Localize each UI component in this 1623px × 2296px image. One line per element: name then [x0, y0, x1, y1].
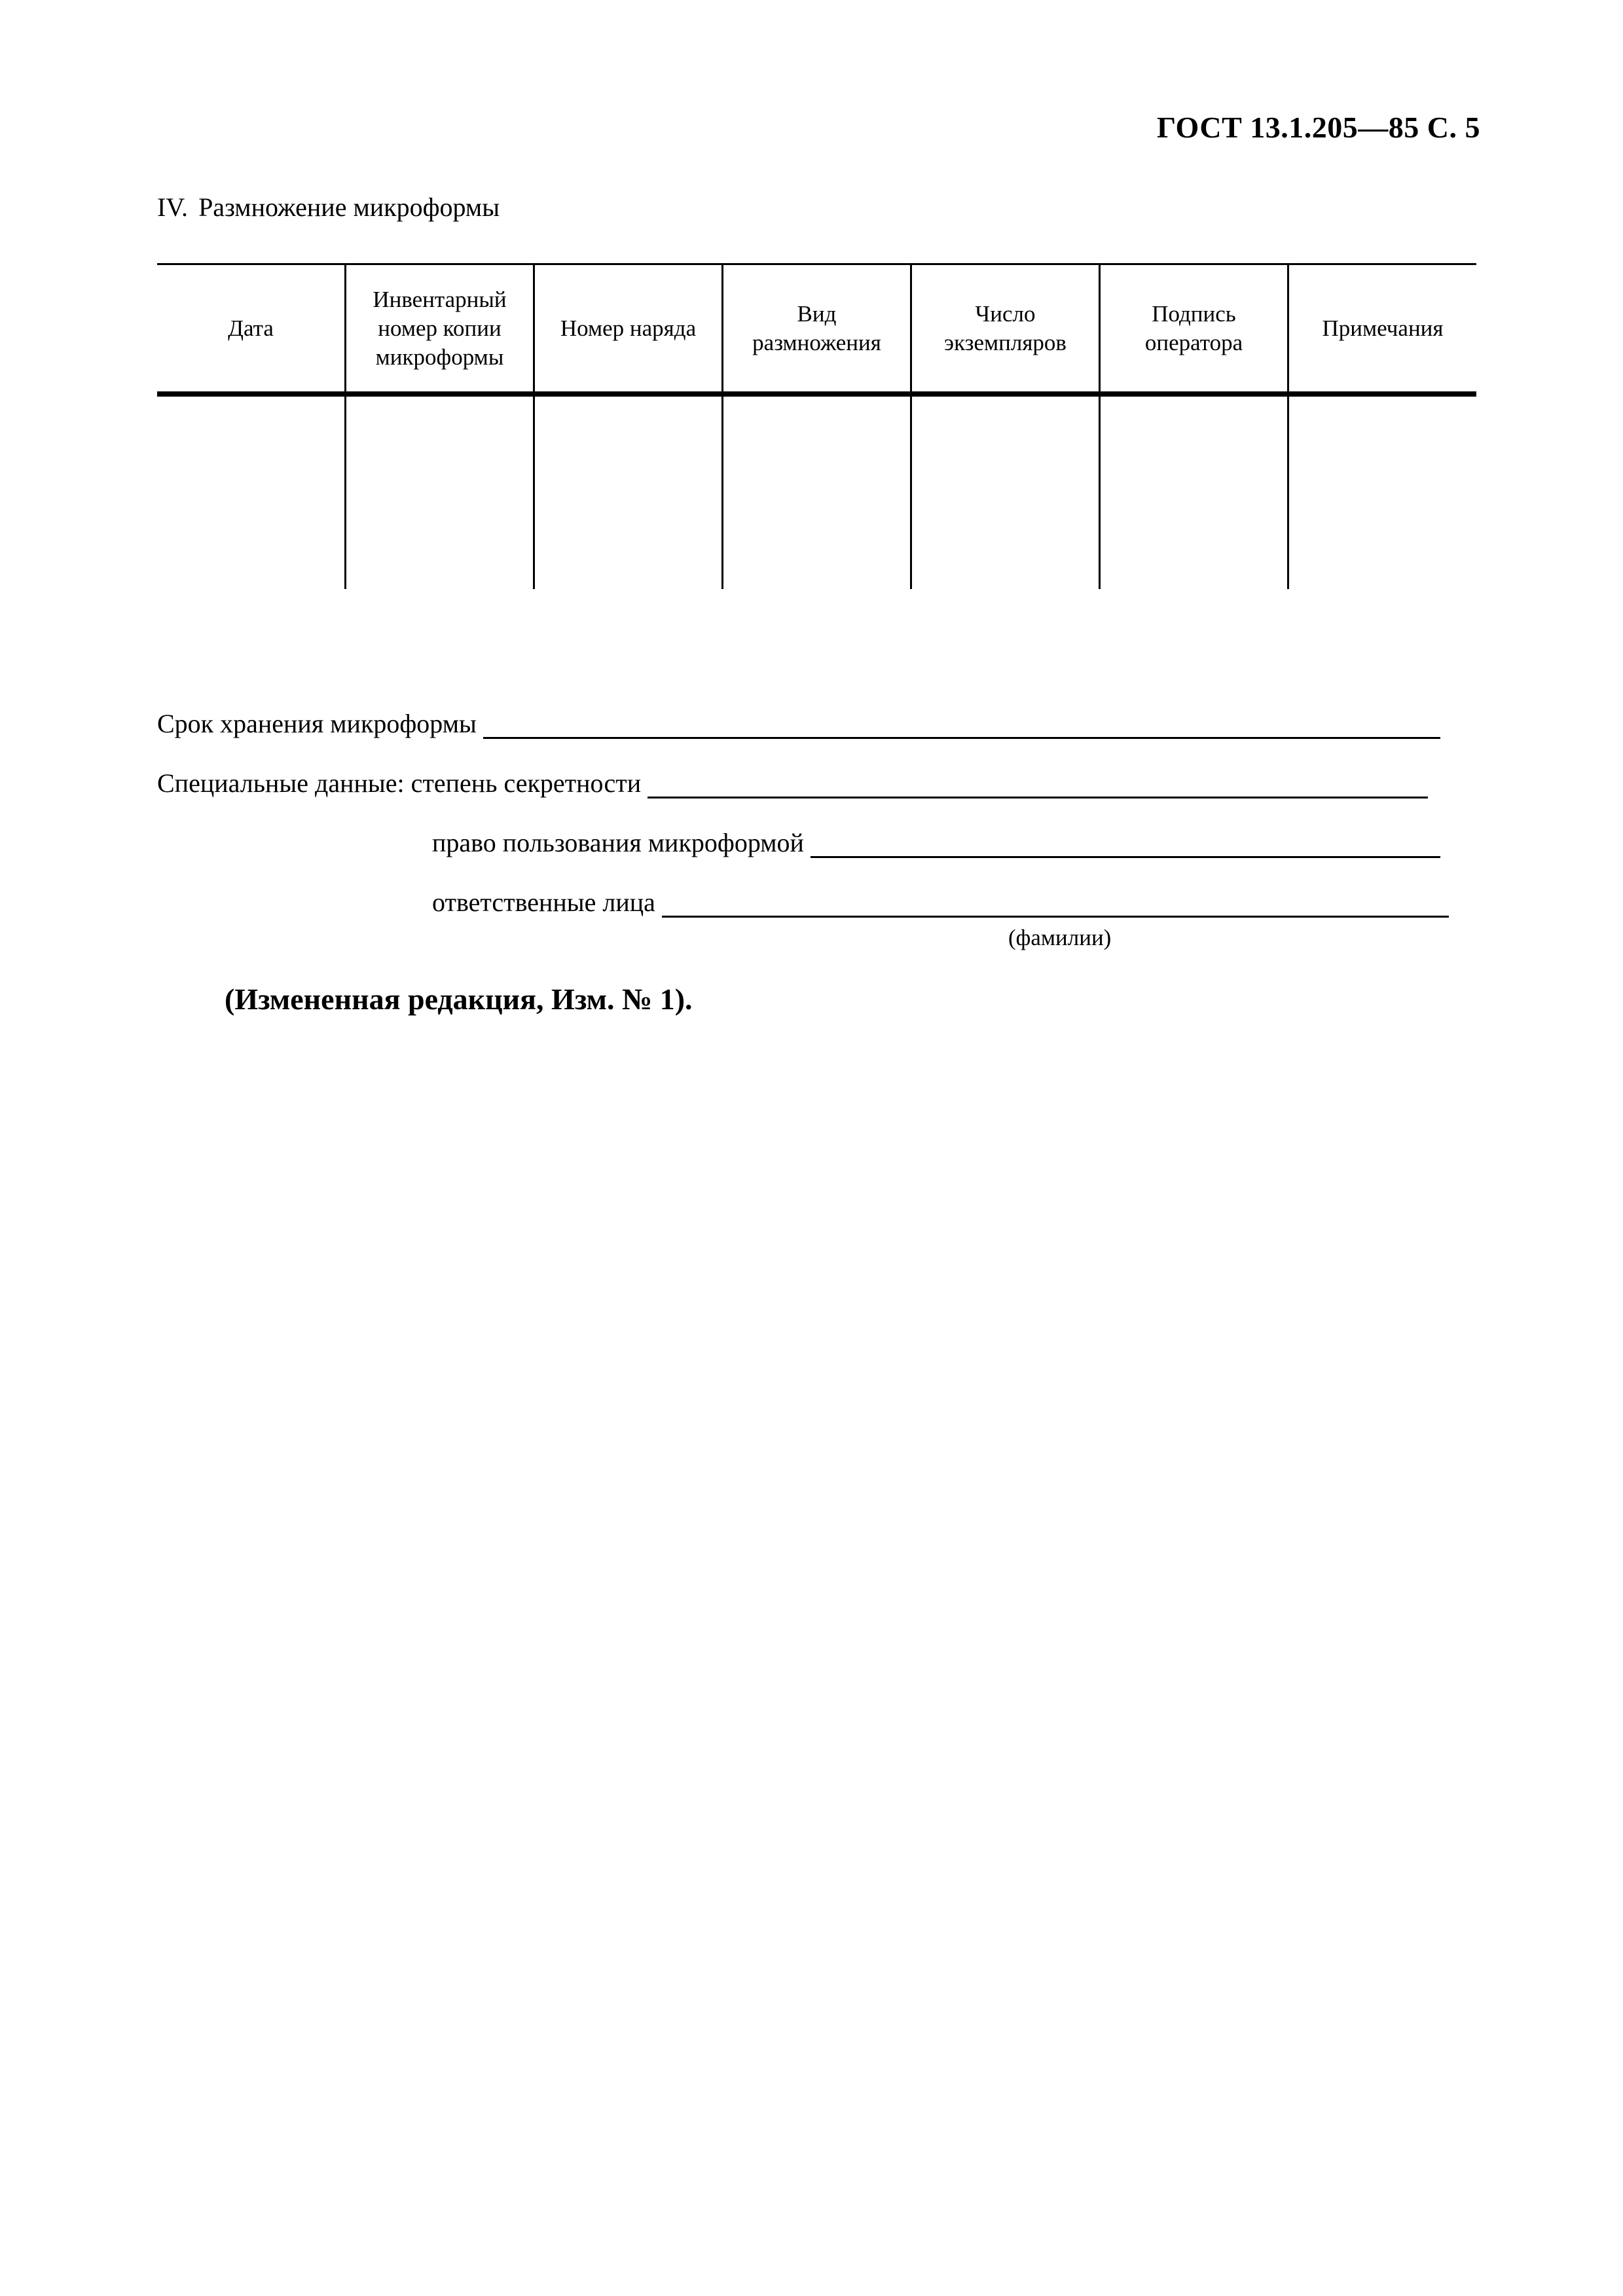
table-cell-date[interactable]: [157, 397, 344, 589]
table-cell-reproduction-type[interactable]: [723, 397, 910, 589]
column-header-copies-count: Число экземпляров: [944, 300, 1067, 355]
amendment-note: (Измененная редакция, Изм. № 1).: [225, 982, 693, 1016]
table-cell-operator-signature[interactable]: [1101, 397, 1287, 589]
table-cell-copies-count[interactable]: [912, 397, 1099, 589]
table-header-rule: [157, 391, 1476, 397]
special-data-field: [157, 768, 1428, 798]
column-header-reproduction-type: Вид размножения: [752, 300, 881, 355]
column-header-operator-signature: Подпись оператора: [1144, 300, 1243, 355]
responsible-blank[interactable]: [662, 891, 1449, 918]
table-cell-notes[interactable]: [1289, 397, 1476, 589]
responsible-field: [432, 887, 1449, 918]
responsible-label: ответственные лица: [432, 888, 655, 917]
table-cell-inventory-number[interactable]: [346, 397, 533, 589]
secrecy-level-blank[interactable]: [647, 772, 1428, 798]
section-number: IV.: [157, 192, 189, 222]
section-title-text: Размножение микроформы: [198, 192, 500, 222]
storage-term-label: Срок хранения микроформы: [157, 709, 477, 738]
storage-term-field: [157, 708, 1440, 739]
table-cell-order-number[interactable]: [535, 397, 721, 589]
column-header-order-number: Номер наряда: [560, 315, 697, 341]
section-title: [157, 192, 500, 223]
usage-right-blank[interactable]: [811, 831, 1440, 858]
column-header-inventory-number: Инвентарный номер копии микроформы: [373, 286, 507, 370]
special-data-label: Специальные данные: степень секретности: [157, 768, 642, 798]
storage-term-blank[interactable]: [483, 712, 1440, 739]
usage-right-field: [432, 827, 1440, 858]
column-header-date: Дата: [228, 315, 274, 341]
page-header: ГОСТ 13.1.205—85 С. 5: [1156, 111, 1480, 144]
reproduction-table: [157, 263, 1476, 589]
responsible-caption: (фамилии): [1008, 925, 1112, 950]
column-header-notes: Примечания: [1322, 315, 1444, 341]
usage-right-label: право пользования микроформой: [432, 828, 804, 857]
